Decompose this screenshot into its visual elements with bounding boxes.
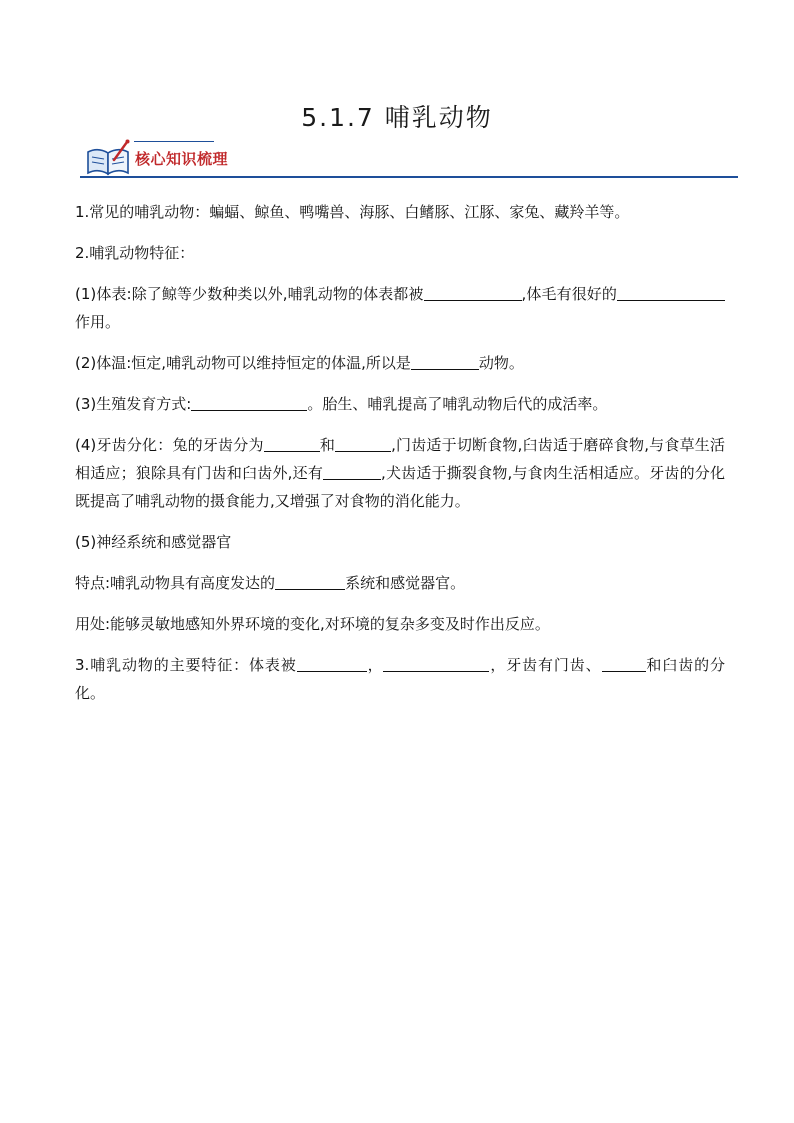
page-title: 5.1.7 哺乳动物: [301, 103, 493, 132]
item-2-5-use: 用处:能够灵敏地感知外界环境的变化,对环境的复杂多变及时作出反应。: [75, 615, 550, 633]
item-2-3-reproduction: (3)生殖发育方式: 。胎生、哺乳提高了哺乳动物后代的成活率。: [75, 395, 608, 413]
header-top-rule: [134, 141, 214, 142]
fill-blank[interactable]: [323, 463, 381, 480]
fill-blank[interactable]: [264, 435, 320, 452]
fill-blank[interactable]: [275, 573, 345, 590]
worksheet-body: [75, 198, 725, 720]
item-2-1-body-surface: (1)体表:除了鲸等少数种类以外,哺乳动物的体表都被 ,体毛有很好的作用。: [75, 280, 725, 336]
fill-blank[interactable]: [424, 284, 522, 301]
fill-blank[interactable]: [617, 284, 725, 301]
section-heading: 核心知识梳理: [135, 150, 229, 168]
item-2-heading: 2.哺乳动物特征：: [75, 244, 195, 262]
fill-blank[interactable]: [602, 655, 646, 672]
fill-blank[interactable]: [297, 655, 367, 672]
fill-blank[interactable]: [191, 394, 307, 411]
item-2-4-teeth: (4)牙齿分化：兔的牙齿分为 和 ,门齿适于切断食物,臼齿适于磨碎食物,与食草生活相适应；狼除具有门齿和臼齿外,还有 ,犬齿适于撕裂食物,与食肉生活相适应。牙齿的分化既提高了哺乳动物的摄食能力,又增强了对食物的消化能力。: [75, 436, 725, 510]
item-3-main-features: 3.哺乳动物的主要特征：体表被 ， ，牙齿有门齿、 和臼齿的分化。: [75, 656, 725, 702]
open-book-with-pen-icon: [84, 138, 132, 178]
item-2-5-feature: 特点:哺乳动物具有高度发达的 系统和感觉器官。: [75, 574, 466, 592]
fill-blank[interactable]: [335, 435, 391, 452]
item-1-examples: 1.常见的哺乳动物：蝙蝠、鲸鱼、鸭嘴兽、海豚、白鳍豚、江豚、家兔、藏羚羊等。: [75, 203, 630, 221]
item-2-5-nervous-system: (5)神经系统和感觉器官: [75, 533, 232, 551]
fill-blank[interactable]: [383, 655, 489, 672]
header-bottom-rule: [80, 176, 738, 178]
fill-blank[interactable]: [411, 353, 479, 370]
item-2-2-body-temperature: (2)体温:恒定,哺乳动物可以维持恒定的体温,所以是 动物。: [75, 354, 524, 372]
section-header: [80, 138, 738, 180]
